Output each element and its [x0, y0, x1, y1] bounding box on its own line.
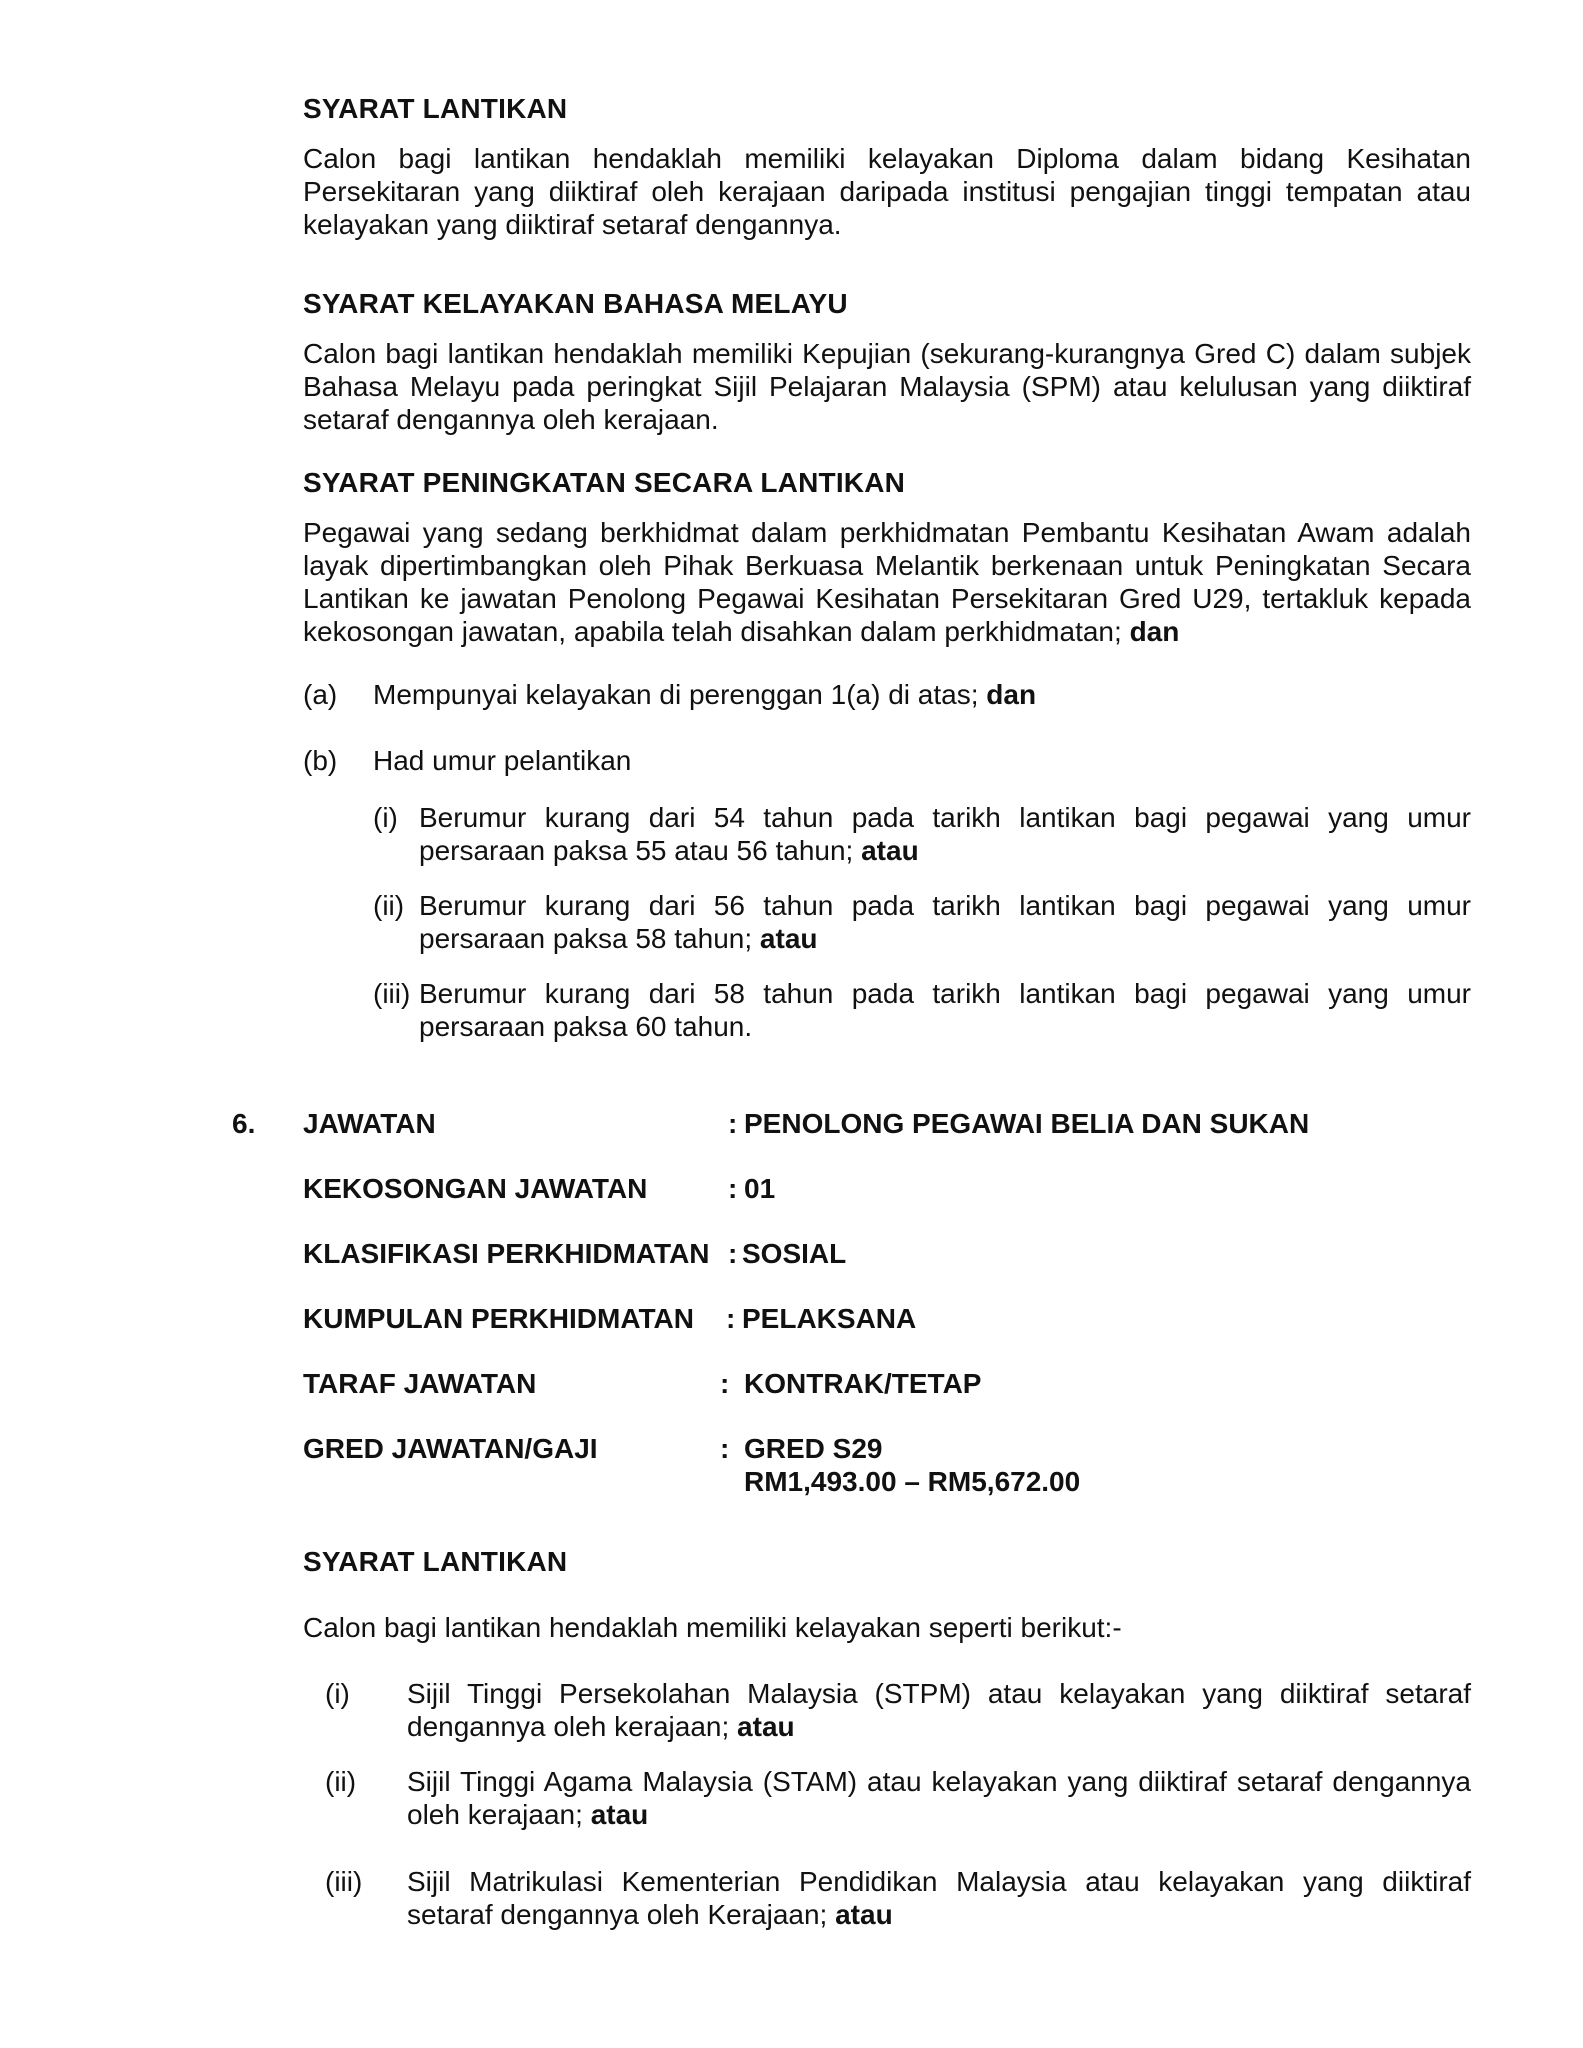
- qualification-body: Sijil Tinggi Persekolahan Malaysia (STPM) atau kelayakan yang diiktiraf setaraf dengannya oleh kerajaan;: [407, 1678, 1471, 1742]
- qualification-label: (iii): [325, 1866, 363, 1897]
- qualification-body: Sijil Matrikulasi Kementerian Pendidikan Malaysia atau kelayakan yang diiktiraf setaraf dengannya oleh Kerajaan;: [407, 1866, 1471, 1930]
- qualification-bold: atau: [737, 1711, 795, 1742]
- heading-peningkatan-secara-lantikan: SYARAT PENINGKATAN SECARA LANTIKAN: [303, 467, 906, 498]
- field-colon: :: [720, 1433, 730, 1464]
- qualification-label: (i): [325, 1678, 350, 1709]
- sub-item-text: [419, 889, 1471, 955]
- field-colon: :: [728, 1108, 738, 1139]
- field-value-gaji: RM1,493.00 – RM5,672.00: [744, 1466, 1081, 1497]
- sub-item-label: (iii): [373, 978, 411, 1009]
- item-b-label: (b): [303, 745, 338, 776]
- field-colon: :: [726, 1303, 736, 1334]
- field-key-taraf: TARAF JAWATAN: [303, 1368, 537, 1399]
- field-key-kekosongan: KEKOSONGAN JAWATAN: [303, 1173, 648, 1204]
- field-colon: :: [720, 1368, 730, 1399]
- sub-item-bold: atau: [759, 923, 818, 954]
- item-a-label: (a): [303, 679, 338, 710]
- field-value-kekosongan: 01: [744, 1173, 776, 1204]
- item-a-bold: dan: [986, 679, 1037, 710]
- field-value-taraf: KONTRAK/TETAP: [744, 1368, 982, 1399]
- qualification-bold: atau: [835, 1899, 893, 1930]
- qualification-bold: atau: [590, 1799, 649, 1830]
- qualification-body: Sijil Tinggi Agama Malaysia (STAM) atau kelayakan yang diiktiraf setaraf dengannya oleh kerajaan;: [407, 1766, 1471, 1830]
- sub-item-text: [419, 801, 1471, 867]
- field-key-klasifikasi: KLASIFIKASI PERKHIDMATAN: [303, 1238, 710, 1269]
- sub-item-body: Berumur kurang dari 54 tahun pada tarikh lantikan bagi pegawai yang umur persaraan paksa 55 atau 56 tahun;: [419, 802, 1471, 866]
- qualification-text: [407, 1765, 1471, 1831]
- qualification-text: [407, 1677, 1471, 1743]
- paragraph-intro-6: Calon bagi lantikan hendaklah memiliki kelayakan seperti berikut:-: [303, 1612, 1122, 1643]
- field-value-gred: GRED S29: [744, 1433, 883, 1464]
- field-colon: :: [728, 1173, 738, 1204]
- field-key-gred: GRED JAWATAN/GAJI: [303, 1433, 598, 1464]
- sub-item-label: (i): [373, 802, 398, 833]
- paragraph-text: Pegawai yang sedang berkhidmat dalam perkhidmatan Pembantu Kesihatan Awam adalah layak dipertimbangkan oleh Pihak Berkuasa Melantik berkenaan untuk Peningkatan Secara Lantikan ke jawatan Penolong Pegawai Kesihatan Persekitaran Gred U29, tertakluk kepada kekosongan jawatan, apabila telah disahkan dalam perkhidmatan;: [303, 517, 1471, 647]
- field-key-kumpulan: KUMPULAN PERKHIDMATAN: [303, 1303, 694, 1334]
- paragraph-peningkatan-secara-lantikan: [303, 516, 1471, 648]
- item-a-body: Mempunyai kelayakan di perenggan 1(a) di atas;: [373, 679, 979, 710]
- sub-item-text: [419, 977, 1471, 1043]
- field-value-klasifikasi: SOSIAL: [742, 1238, 847, 1269]
- sub-item-body: Berumur kurang dari 56 tahun pada tarikh lantikan bagi pegawai yang umur persaraan paksa 58 tahun;: [419, 890, 1471, 954]
- heading-syarat-lantikan: SYARAT LANTIKAN: [303, 93, 568, 124]
- paragraph-kelayakan-bahasa-melayu: Calon bagi lantikan hendaklah memiliki Kepujian (sekurang-kurangnya Gred C) dalam subjek Bahasa Melayu pada peringkat Sijil Pelajaran Malaysia (SPM) atau kelulusan yang diiktiraf setaraf dengannya oleh kerajaan.: [303, 338, 1471, 435]
- qualification-text: [407, 1865, 1471, 1931]
- paragraph-syarat-lantikan: Calon bagi lantikan hendaklah memiliki kelayakan Diploma dalam bidang Kesihatan Persekitaran yang diiktiraf oleh kerajaan daripada institusi pengajian tinggi tempatan atau kelayakan yang diiktiraf setaraf dengannya.: [303, 143, 1471, 240]
- field-colon: :: [728, 1238, 738, 1269]
- heading-kelayakan-bahasa-melayu: SYARAT KELAYAKAN BAHASA MELAYU: [303, 288, 848, 319]
- item-b-text: Had umur pelantikan: [373, 745, 632, 776]
- sub-item-bold: atau: [861, 835, 919, 866]
- item-a-text: [373, 678, 1471, 711]
- heading-syarat-lantikan-6: SYARAT LANTIKAN: [303, 1546, 568, 1577]
- section-number: 6.: [232, 1108, 256, 1139]
- qualification-label: (ii): [325, 1766, 357, 1797]
- sub-item-body: Berumur kurang dari 58 tahun pada tarikh lantikan bagi pegawai yang umur persaraan paksa 60 tahun.: [419, 978, 1471, 1042]
- field-value-jawatan: PENOLONG PEGAWAI BELIA DAN SUKAN: [744, 1108, 1310, 1139]
- paragraph-bold-conjunction: dan: [1129, 616, 1180, 647]
- sub-item-label: (ii): [373, 890, 405, 921]
- field-key-jawatan: JAWATAN: [303, 1108, 436, 1139]
- field-value-kumpulan: PELAKSANA: [742, 1303, 917, 1334]
